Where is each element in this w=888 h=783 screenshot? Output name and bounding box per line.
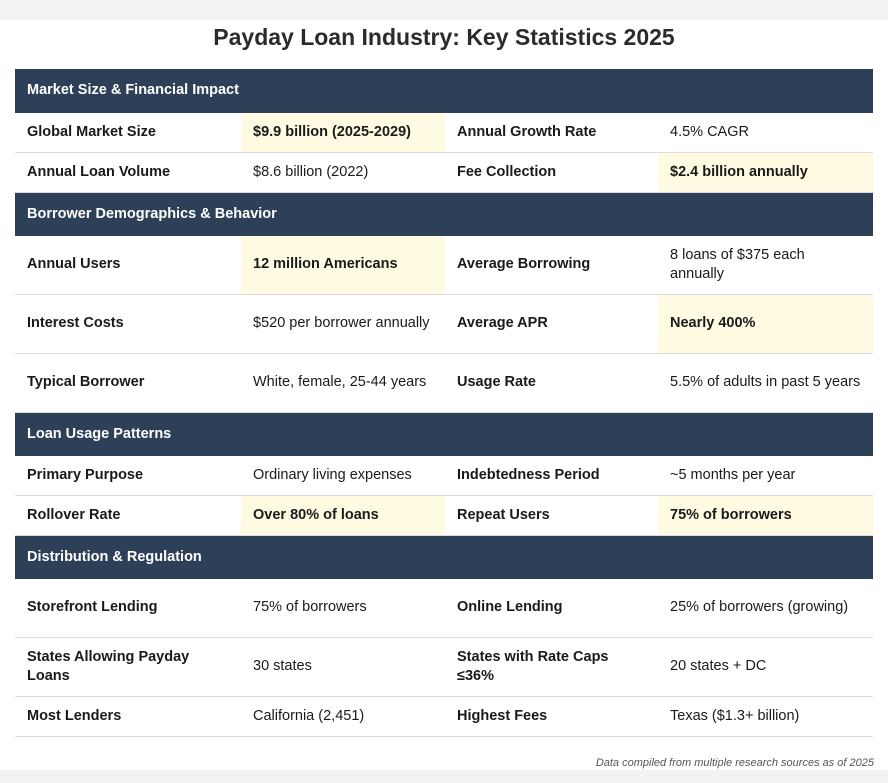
stat-label: Usage Rate (445, 353, 658, 412)
stat-label: Highest Fees (445, 696, 658, 736)
stat-label: Indebtedness Period (445, 455, 658, 495)
stat-label: Typical Borrower (15, 353, 241, 412)
stat-label: Interest Costs (15, 294, 241, 353)
stats-page (0, 20, 888, 770)
table-row (15, 112, 873, 152)
stat-value: Over 80% of loans (241, 495, 445, 535)
stat-value: 75% of borrowers (241, 578, 445, 637)
stat-label: Annual Users (15, 235, 241, 294)
table-row (15, 294, 873, 353)
stat-label: Online Lending (445, 578, 658, 637)
stat-label: Storefront Lending (15, 578, 241, 637)
stat-value: Nearly 400% (658, 294, 873, 353)
stat-value: 25% of borrowers (growing) (658, 578, 873, 637)
section-heading: Loan Usage Patterns (15, 412, 873, 455)
stat-label: Repeat Users (445, 495, 658, 535)
section-header-row (15, 535, 873, 578)
stat-value: $8.6 billion (2022) (241, 152, 445, 192)
section-header-row (15, 412, 873, 455)
stat-value: White, female, 25-44 years (241, 353, 445, 412)
table-row (15, 455, 873, 495)
section-heading: Borrower Demographics & Behavior (15, 192, 873, 235)
stat-value: ~5 months per year (658, 455, 873, 495)
table-row (15, 152, 873, 192)
page-title: Payday Loan Industry: Key Statistics 2025 (213, 24, 675, 50)
stat-value: 75% of borrowers (658, 495, 873, 535)
stat-label: Average APR (445, 294, 658, 353)
stat-value: Ordinary living expenses (241, 455, 445, 495)
table-row (15, 637, 873, 696)
stat-value: 20 states + DC (658, 637, 873, 696)
stats-table (15, 69, 873, 737)
stat-label: Fee Collection (445, 152, 658, 192)
table-row (15, 235, 873, 294)
stat-label: States Allowing Payday Loans (15, 637, 241, 696)
stat-value: $2.4 billion annually (658, 152, 873, 192)
section-heading: Market Size & Financial Impact (15, 69, 873, 112)
table-row (15, 353, 873, 412)
section-header-row (15, 192, 873, 235)
stat-value: 5.5% of adults in past 5 years (658, 353, 873, 412)
stat-label: Primary Purpose (15, 455, 241, 495)
stat-value: Texas ($1.3+ billion) (658, 696, 873, 736)
stat-value: 12 million Americans (241, 235, 445, 294)
stat-label: Most Lenders (15, 696, 241, 736)
table-row (15, 696, 873, 736)
section-header-row (15, 69, 873, 112)
stat-value: California (2,451) (241, 696, 445, 736)
source-footnote: Data compiled from multiple research sources as of 2025 (595, 757, 874, 769)
stat-label: Average Borrowing (445, 235, 658, 294)
stat-value: 8 loans of $375 each annually (658, 235, 873, 294)
stat-value: $9.9 billion (2025-2029) (241, 112, 445, 152)
stat-label: Rollover Rate (15, 495, 241, 535)
stat-value: $520 per borrower annually (241, 294, 445, 353)
stat-label: States with Rate Caps ≤36% (445, 637, 658, 696)
stat-label: Annual Loan Volume (15, 152, 241, 192)
stat-value: 30 states (241, 637, 445, 696)
stat-value: 4.5% CAGR (658, 112, 873, 152)
stat-label: Global Market Size (15, 112, 241, 152)
table-row (15, 578, 873, 637)
section-heading: Distribution & Regulation (15, 535, 873, 578)
table-row (15, 495, 873, 535)
stat-label: Annual Growth Rate (445, 112, 658, 152)
